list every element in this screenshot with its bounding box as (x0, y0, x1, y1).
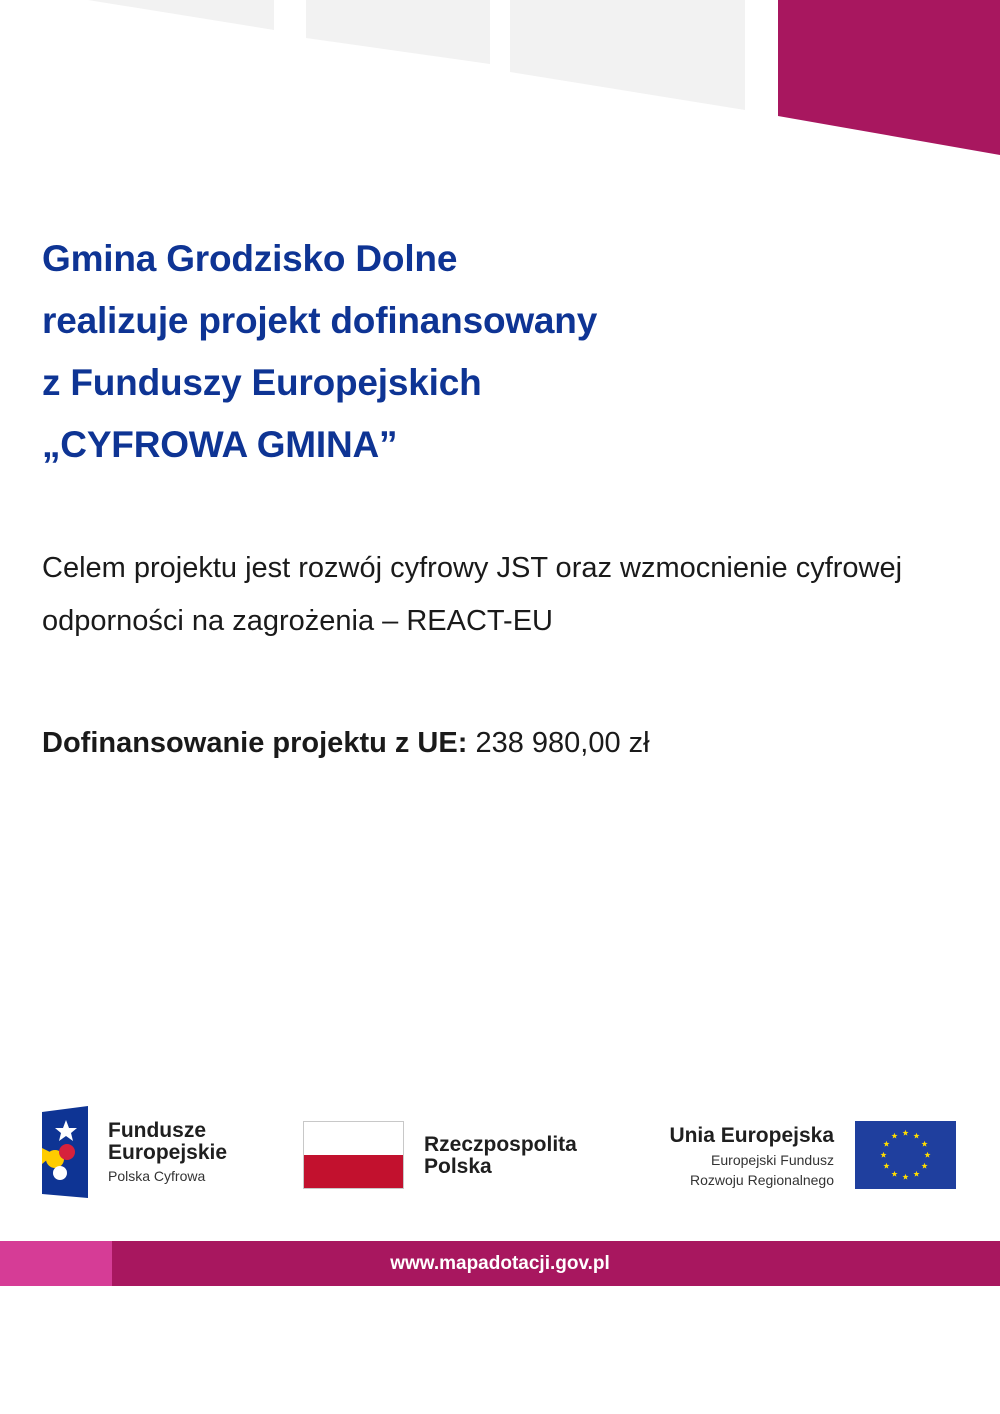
funding-label: Dofinansowanie projektu z UE: (42, 727, 468, 759)
header-gray-shape-2 (306, 0, 490, 64)
headline-line-2: realizuje projekt dofinansowany (42, 300, 598, 341)
fe-line-2: Europejskie (108, 1141, 228, 1164)
fundusze-europejskie-logo-icon (42, 1106, 92, 1198)
fe-line-3: Polska Cyfrowa (108, 1168, 206, 1184)
rzeczpospolita-polska-text (424, 1134, 577, 1178)
headline-line-3: z Funduszy Europejskich (42, 362, 482, 403)
unia-europejska-text (669, 1122, 834, 1190)
funding-value: 238 980,00 zł (475, 727, 650, 759)
funding-info (42, 718, 650, 768)
poland-flag-icon (303, 1121, 404, 1189)
eu-flag-icon (855, 1121, 956, 1189)
header-gray-shape-1 (88, 0, 274, 30)
ue-line-2: Europejski Fundusz (711, 1152, 834, 1168)
header-gray-shape-3 (510, 0, 745, 110)
headline-line-4: „CYFROWA GMINA” (42, 424, 398, 465)
footer-url-link[interactable]: www.mapadotacji.gov.pl (390, 1253, 610, 1274)
header-decoration (0, 0, 1000, 160)
fe-line-1: Fundusze (108, 1119, 206, 1142)
ue-line-1: Unia Europejska (669, 1124, 834, 1147)
footer-bar (0, 1241, 1000, 1286)
headline-line-1: Gmina Grodzisko Dolne (42, 238, 458, 279)
rp-line-2: Polska (424, 1155, 492, 1178)
ue-line-3: Rozwoju Regionalnego (690, 1172, 834, 1188)
rp-line-1: Rzeczpospolita (424, 1133, 577, 1156)
fundusze-europejskie-text (108, 1120, 227, 1188)
headline (42, 228, 597, 476)
project-description: Celem projektu jest rozwój cyfrowy JST oraz wzmocnienie cyfrowej odporności na zagrożenia – REACT-EU (42, 552, 903, 637)
header-magenta-shape (778, 0, 1000, 155)
